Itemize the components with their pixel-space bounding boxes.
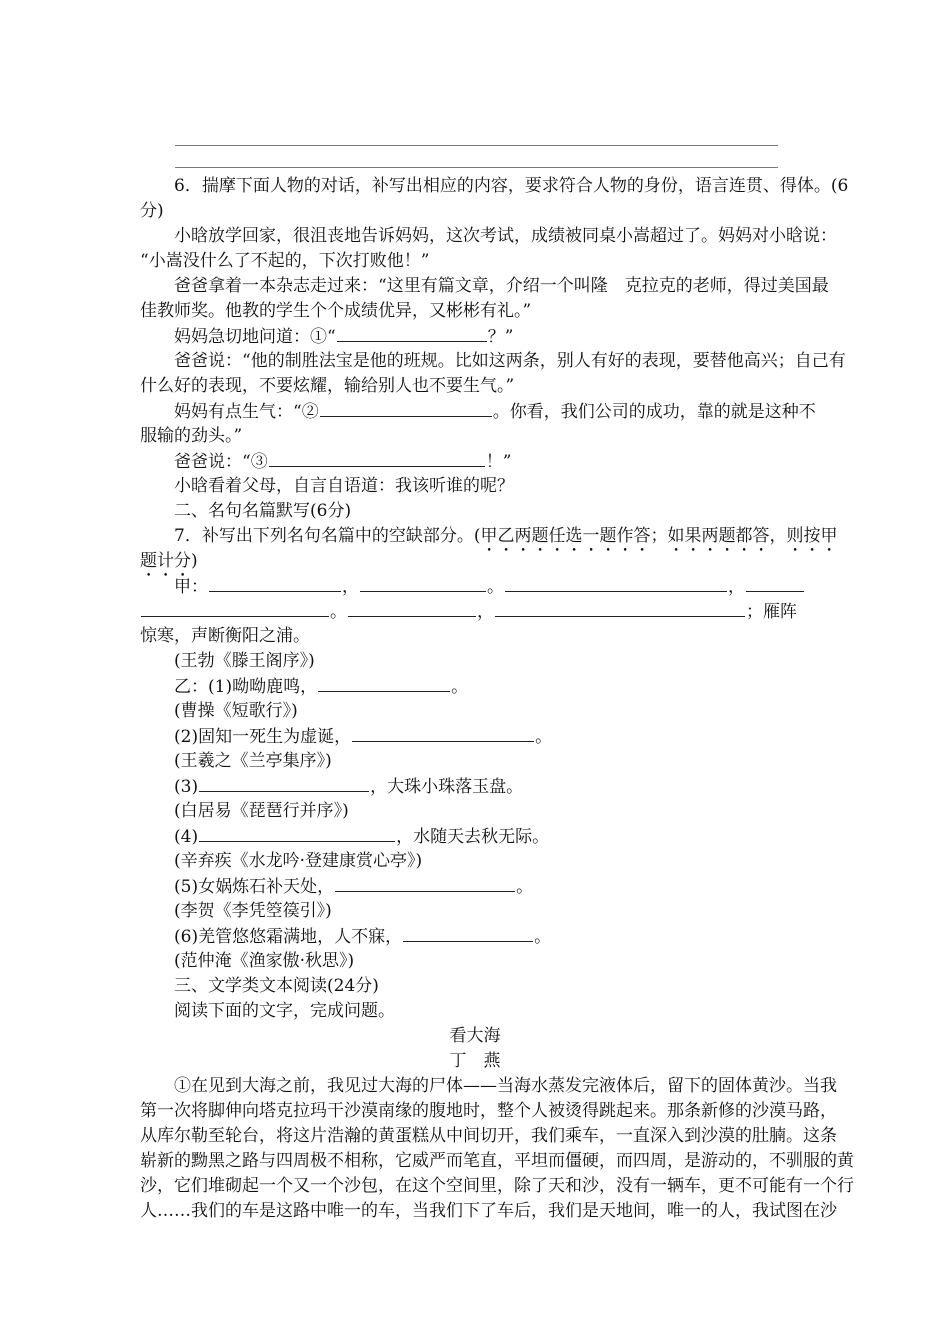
essay-line: 第一次将脚伸向塔克拉玛干沙漠南缘的腹地时，整个人被烫得跳起来。那条新修的沙漠马路， — [140, 1101, 837, 1121]
punct: 。 — [487, 577, 504, 597]
punct: ；雁阵 — [746, 602, 797, 622]
source-citation: (辛弃疾《水龙吟·登建康赏心亭》) — [174, 851, 423, 871]
q7-emphasis-text: 题计分 — [140, 551, 191, 571]
fill-line-yi4 — [140, 824, 810, 849]
answer-blank[interactable] — [352, 724, 534, 742]
document-body — [140, 174, 854, 1224]
answer-blank[interactable] — [209, 574, 341, 592]
answer-blank[interactable] — [403, 924, 533, 942]
yi-text: (3) — [174, 777, 199, 797]
dialogue-line: 什么好的表现，不要炫耀，输给别人也不要生气。” — [140, 376, 515, 396]
essay-line: 沙，它们堆砌起一个又一个沙包，在这个空间里，除了天和沙，没有一辆车，更不可能有一个行 — [140, 1176, 854, 1196]
yi-text: 乙：(1)呦呦鹿鸣， — [174, 677, 318, 697]
dialogue-line: 佳教师奖。他教的学生个个成绩优异，又彬彬有礼。” — [140, 301, 532, 321]
q7-title-text: ) — [191, 551, 198, 571]
dialogue-text: 。你看，我们公司的成功，靠的就是这种不 — [492, 402, 816, 422]
source-citation: (白居易《琵琶行并序》) — [174, 801, 349, 821]
question-7-title-cont — [140, 549, 810, 574]
yi-text: (4) — [174, 827, 199, 847]
section-heading: 二、名句名篇默写(6分) — [174, 501, 352, 521]
yi-text: ，大珠小珠落玉盘。 — [370, 777, 524, 797]
dialogue-line: 小晗看着父母，自言自语道：我该听谁的呢？ — [174, 476, 514, 496]
essay-line: ①在见到大海之前，我见过大海的尸体——当海水蒸发完液体后，留下的固体黄沙。当我 — [174, 1076, 837, 1096]
answer-blank-1[interactable] — [337, 324, 487, 342]
dialogue-line — [140, 449, 810, 474]
essay-line: 从库尔勒至轮台，将这片浩瀚的黄蛋糕从中间切开，我们乘车，一直深入到沙漠的肚腩。这条 — [140, 1126, 837, 1146]
essay-line: 人……我们的车是这路中唯一的车，当我们下了车后，我们是天地间，唯一的人，我试图在沙 — [140, 1201, 837, 1221]
punct: ， — [342, 577, 359, 597]
source-citation: (曹操《短歌行》) — [174, 701, 298, 721]
answer-blank[interactable] — [505, 574, 727, 592]
dialogue-text: 爸爸说：“③ — [174, 452, 268, 472]
answer-blank-3[interactable] — [269, 449, 485, 467]
source-citation: (李贺《李凭箜篌引》) — [174, 901, 332, 921]
dialogue-line: 爸爸说：“他的制胜法宝是他的班规。比如这两条，别人有好的表现，要替他高兴；自己有 — [174, 351, 846, 371]
answer-blank[interactable] — [348, 599, 476, 617]
q7-title-text: 7．补写出下列名句名篇中的空缺部分。( — [174, 526, 481, 546]
question-7-title — [140, 524, 838, 549]
instruction-text: 阅读下面的文字，完成问题。 — [174, 1001, 395, 1021]
answer-blank[interactable] — [360, 574, 486, 592]
question-6-title: 6．揣摩下面人物的对话，补写出相应的内容，要求符合人物的身份，语言连贯、得体。(6 — [174, 176, 849, 196]
punct: 。 — [516, 877, 534, 897]
answer-blank-2[interactable] — [320, 399, 492, 417]
fill-line-yi3 — [140, 774, 810, 799]
answer-blank[interactable] — [141, 599, 329, 617]
answer-blank[interactable] — [318, 674, 450, 692]
jia-label: 甲： — [174, 577, 208, 597]
answer-line — [175, 167, 778, 168]
punct: 。 — [535, 727, 553, 747]
question-6-title-cont: 分) — [140, 201, 164, 221]
fill-line-jia: 惊寒，声断衡阳之浦。 — [140, 626, 310, 646]
q7-emphasis-text: 甲乙两题任选一题作答；如果两题都答，则按甲 — [480, 526, 838, 546]
answer-line — [175, 145, 778, 146]
essay-title: 看大海 — [449, 1026, 501, 1046]
answer-blank[interactable] — [335, 874, 515, 892]
essay-line: 崭新的黝黑之路与四周极不相称，它威严而笔直，平坦而僵硬，而四周，是游动的，不驯服的黄 — [140, 1151, 854, 1171]
punct: 。 — [330, 602, 347, 622]
punct: ， — [477, 602, 494, 622]
source-citation: (范仲淹《渔家傲·秋思》) — [174, 951, 355, 971]
dialogue-line: 服输的劲头。” — [140, 426, 243, 446]
answer-blank[interactable] — [495, 599, 745, 617]
fill-line-yi2 — [140, 724, 810, 749]
dialogue-line: 爸爸拿着一本杂志走过来：“这里有篇文章，介绍一个叫隆 克拉克的老师，得过美国最 — [174, 276, 829, 296]
dialogue-line — [140, 324, 810, 349]
answer-blank[interactable] — [199, 824, 395, 842]
dialogue-text: 妈妈有点生气：“② — [174, 402, 319, 422]
punct: 。 — [451, 677, 469, 697]
yi-text: (6)羌管悠悠霜满地，人不寐， — [174, 927, 403, 947]
yi-text: ，水随天去秋无际。 — [396, 827, 550, 847]
fill-line-yi6 — [140, 924, 810, 949]
yi-text: (2)固知一死生为虚诞， — [174, 727, 352, 747]
dialogue-line: “小嵩没什么了不起的，下次打败他！” — [140, 251, 430, 271]
answer-blank[interactable] — [199, 774, 369, 792]
dialogue-text: ？” — [487, 327, 514, 347]
punct: 。 — [534, 927, 552, 947]
fill-line-jia — [140, 574, 810, 599]
answer-blank[interactable] — [746, 574, 804, 592]
dialogue-text: 妈妈急切地问道：①“ — [174, 327, 336, 347]
section-heading: 三、文学类文本阅读(24分) — [174, 976, 379, 996]
yi-text: (5)女娲炼石补天处， — [174, 877, 335, 897]
source-citation: (王羲之《兰亭集序》) — [174, 751, 332, 771]
source-citation: (王勃《滕王阁序》) — [174, 651, 315, 671]
punct: ， — [728, 577, 745, 597]
dialogue-text: ！” — [485, 452, 512, 472]
fill-line-yi5 — [140, 874, 810, 899]
fill-line-jia — [140, 599, 810, 624]
essay-author: 丁 燕 — [449, 1051, 501, 1071]
fill-line-yi1 — [140, 674, 810, 699]
dialogue-line: 小晗放学回家，很沮丧地告诉妈妈，这次考试，成绩被同桌小嵩超过了。妈妈对小晗说： — [174, 226, 837, 246]
dialogue-line — [140, 399, 816, 424]
